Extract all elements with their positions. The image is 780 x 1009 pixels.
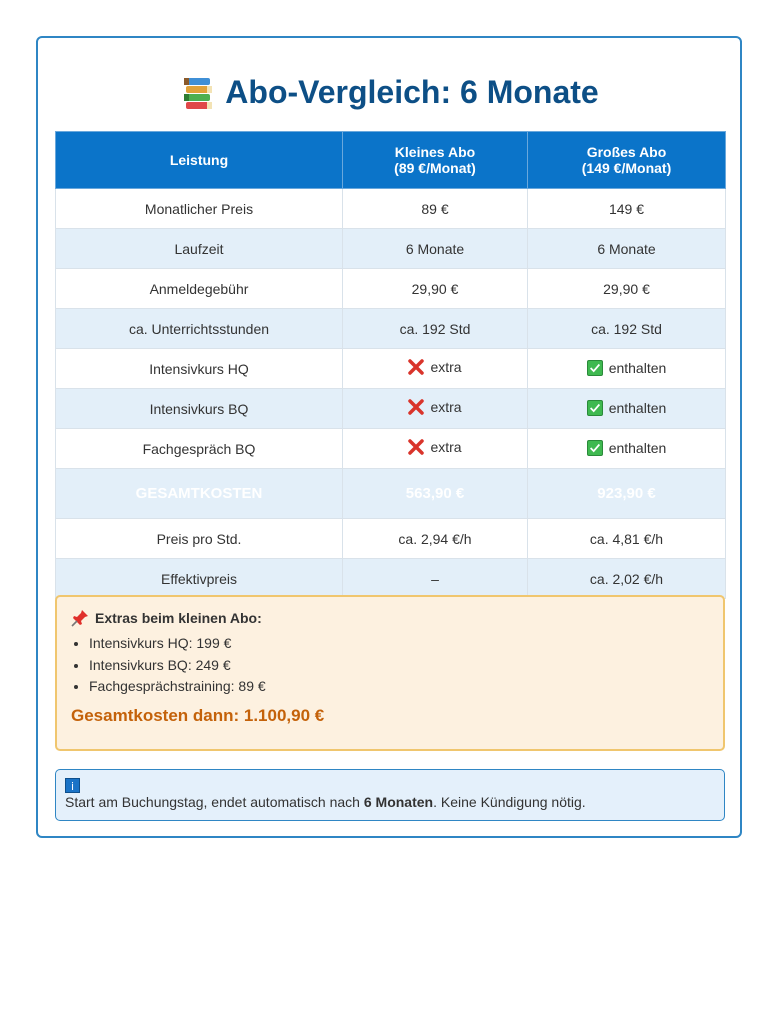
header-leistung: Leistung <box>56 132 343 189</box>
header-small-abo <box>343 132 528 189</box>
cross-mark-icon <box>408 399 424 415</box>
total-small-value: 563,90 € <box>343 469 528 519</box>
info-text <box>65 794 586 810</box>
extras-heading <box>71 609 709 627</box>
header-large-abo <box>528 132 726 189</box>
row-small-value: 6 Monate <box>343 229 528 269</box>
cell-text: extra <box>430 359 462 375</box>
extras-heading-text: Extras beim kleinen Abo: <box>95 610 262 626</box>
extras-list <box>71 633 709 698</box>
info-box <box>55 769 725 821</box>
row-small-value: ca. 2,94 €/h <box>343 519 528 559</box>
extras-total: Gesamtkosten dann: 1.100,90 € <box>71 705 325 725</box>
info-text-end: . Keine Kündigung nötig. <box>433 794 586 810</box>
row-small-value <box>343 349 528 389</box>
cell-text: enthalten <box>608 439 667 456</box>
row-label: Fachgespräch BQ <box>56 429 343 469</box>
total-large-value: 923,90 € <box>528 469 726 519</box>
cell-text: enthalten <box>608 399 667 416</box>
header-small-abo-price: (89 €/Monat) <box>394 160 476 176</box>
table-header-row <box>56 132 726 189</box>
books-icon <box>181 76 215 110</box>
row-label: ca. Unterrichtsstunden <box>56 309 343 349</box>
row-large-value <box>528 429 726 469</box>
row-label: Anmeldegebühr <box>56 269 343 309</box>
header-large-abo-price: (149 €/Monat) <box>581 160 672 176</box>
list-item: • Intensivkurs BQ: 249 € <box>89 655 709 677</box>
cell-text: extra <box>430 399 462 415</box>
row-large-value: ca. 2,02 €/h <box>528 559 726 599</box>
pushpin-icon <box>71 609 89 627</box>
table-row <box>56 269 726 309</box>
header-small-abo-name: Kleines Abo <box>394 144 476 160</box>
list-item: • Intensivkurs HQ: 199 € <box>89 633 709 655</box>
cross-mark-icon <box>408 359 424 375</box>
check-mark-icon <box>587 360 603 376</box>
table-row <box>56 349 726 389</box>
row-small-value: ca. 192 Std <box>343 309 528 349</box>
row-label: Effektivpreis <box>56 559 343 599</box>
row-small-value: 89 € <box>343 189 528 229</box>
row-label: Intensivkurs BQ <box>56 389 343 429</box>
list-item: • Fachgesprächstraining: 89 € <box>89 676 709 698</box>
extras-box <box>55 595 725 751</box>
row-large-value: 6 Monate <box>528 229 726 269</box>
check-mark-icon <box>587 440 603 456</box>
info-icon: i <box>65 778 80 793</box>
row-label: Monatlicher Preis <box>56 189 343 229</box>
row-large-value: ca. 4,81 €/h <box>528 519 726 559</box>
page-title <box>0 74 780 111</box>
row-large-value: ca. 192 Std <box>528 309 726 349</box>
page-title-text: Abo-Vergleich: 6 Monate <box>225 74 599 110</box>
cross-mark-icon <box>408 439 424 455</box>
row-label: Intensivkurs HQ <box>56 349 343 389</box>
header-large-abo-name: Großes Abo <box>586 144 667 160</box>
comparison-table <box>55 131 726 599</box>
info-text-start: Start am Buchungstag, endet automatisch nach <box>65 794 364 810</box>
info-text-duration: 6 Monaten <box>363 794 434 810</box>
table-row <box>56 559 726 599</box>
row-large-value: 149 € <box>528 189 726 229</box>
table-row <box>56 309 726 349</box>
row-small-value <box>343 429 528 469</box>
row-label: Preis pro Std. <box>56 519 343 559</box>
table-row <box>56 429 726 469</box>
table-row <box>56 229 726 269</box>
check-mark-icon <box>587 400 603 416</box>
total-label: GESAMTKOSTEN <box>56 469 343 519</box>
row-large-value: 29,90 € <box>528 269 726 309</box>
cell-text: enthalten <box>608 359 667 376</box>
table-row <box>56 189 726 229</box>
row-small-value: 29,90 € <box>343 269 528 309</box>
row-large-value <box>528 389 726 429</box>
row-large-value <box>528 349 726 389</box>
table-row <box>56 389 726 429</box>
table-row <box>56 519 726 559</box>
row-label: Laufzeit <box>56 229 343 269</box>
row-small-value <box>343 389 528 429</box>
total-row <box>56 469 726 519</box>
cell-text: extra <box>430 439 462 455</box>
row-small-value: – <box>343 559 528 599</box>
